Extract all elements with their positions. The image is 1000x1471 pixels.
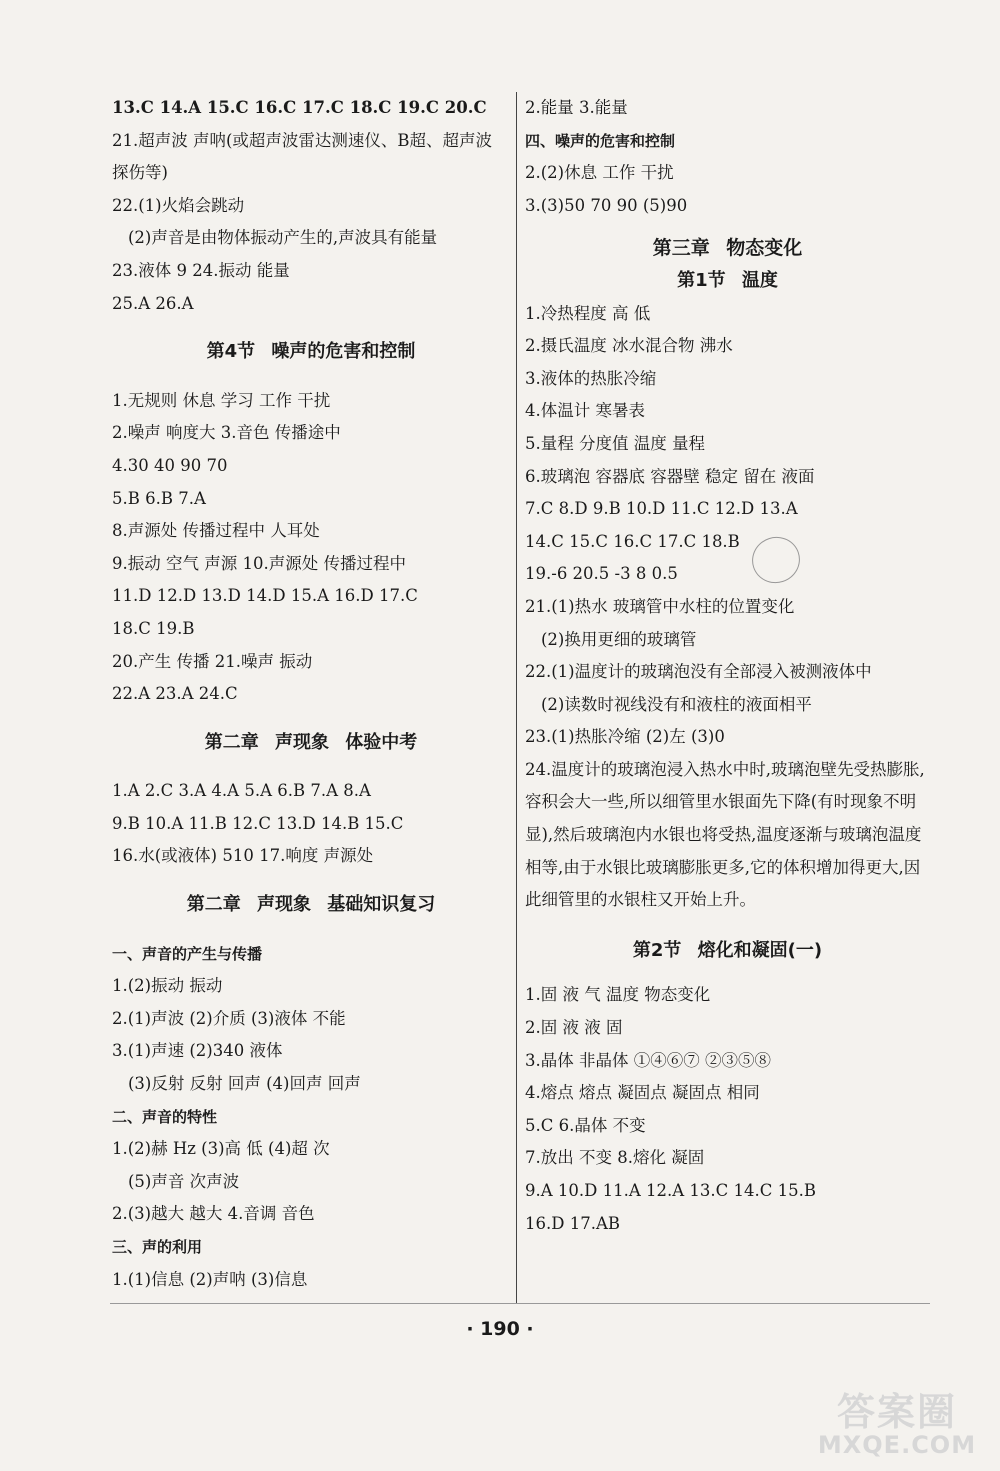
answer-line: (2)换用更细的玻璃管 — [541, 629, 697, 649]
section-heading: 第4节 噪声的危害和控制 — [206, 341, 416, 363]
footer-rule — [110, 1303, 930, 1304]
answer-line: 25.A 26.A — [112, 293, 194, 313]
answer-line: 1.(2)振动 振动 — [112, 976, 223, 996]
answer-line: 16.D 17.AB — [525, 1213, 620, 1233]
page-number: · 190 · — [466, 1318, 534, 1340]
answer-line: 9.B 10.A 11.B 12.C 13.D 14.B 15.C — [112, 813, 404, 833]
answer-line: 1.无规则 休息 学习 工作 干扰 — [112, 390, 331, 410]
answer-line: 1.固 液 气 温度 物态变化 — [525, 985, 711, 1005]
section-heading: 第二章 声现象 基础知识复习 — [186, 894, 436, 916]
answer-line: 1.冷热程度 高 低 — [525, 303, 651, 323]
watermark-logo — [812, 1392, 982, 1464]
answer-line: 20.产生 传播 21.噪声 振动 — [112, 651, 313, 671]
answer-line: 23.液体 9 24.振动 能量 — [112, 260, 290, 280]
section-heading: 第二章 声现象 体验中考 — [204, 731, 418, 753]
answer-line: 4.体温计 寒暑表 — [525, 401, 645, 421]
subsection-heading: 一、声音的产生与传播 — [112, 944, 263, 963]
answer-line: 2.能量 3.能量 — [525, 98, 628, 117]
answer-line: 6.玻璃泡 容器底 容器壁 稳定 留在 液面 — [525, 466, 815, 486]
answer-line: 22.(1)火焰会跳动 — [112, 195, 245, 215]
answer-line: 2.(2)休息 工作 干扰 — [525, 163, 674, 183]
answer-line: 19.-6 20.5 -3 8 0.5 — [525, 564, 678, 584]
answer-line: 1.(2)赫 Hz (3)高 低 (4)超 次 — [112, 1139, 330, 1159]
answer-line: (2)声音是由物体振动产生的,声波具有能量 — [128, 228, 438, 248]
answer-line: 2.固 液 液 固 — [525, 1018, 623, 1038]
answer-line: 22.A 23.A 24.C — [112, 684, 238, 704]
answer-line: 8.声源处 传播过程中 人耳处 — [112, 521, 320, 541]
answer-line: 4.30 40 90 70 — [112, 455, 228, 475]
answer-line: 3.液体的热胀冷缩 — [525, 368, 657, 388]
answer-line: 21.超声波 声呐(或超声波雷达测速仪、B超、超声波 — [112, 130, 493, 150]
chapter-heading: 第三章 物态变化 — [652, 237, 803, 260]
watermark-top: 答案圈 — [836, 1390, 957, 1434]
column-divider — [516, 92, 517, 1304]
answer-line: (2)读数时视线没有和液柱的液面相平 — [541, 694, 812, 714]
answer-line: 3.(3)50 70 90 (5)90 — [525, 195, 688, 215]
answer-line: 5.B 6.B 7.A — [112, 488, 206, 508]
answer-line: 9.A 10.D 11.A 12.A 13.C 14.C 15.B — [525, 1181, 817, 1200]
subsection-heading: 二、声音的特性 — [112, 1107, 218, 1126]
answer-line: 14.C 15.C 16.C 17.C 18.B — [525, 531, 740, 551]
subsection-heading: 四、噪声的危害和控制 — [525, 131, 676, 150]
section-heading: 第1节 温度 — [677, 269, 778, 291]
answer-paragraph: 24.温度计的玻璃泡浸入热水中时,玻璃泡壁先受热膨胀,容积会大一些,所以细管里水银面先下降(有时现象不明显),然后玻璃泡内水银也将受热,温度逐渐与玻璃泡温度相等,由于水银比玻璃膨胀更多,它的体积增加得更大,因此细管里的水银柱又开始上升。 — [525, 759, 925, 910]
answer-line: 1.A 2.C 3.A 4.A 5.A 6.B 7.A 8.A — [112, 781, 371, 801]
answer-line: 4.熔点 熔点 凝固点 凝固点 相同 — [525, 1083, 760, 1103]
answer-line: 23.(1)热胀冷缩 (2)左 (3)0 — [525, 727, 725, 747]
answer-line: 7.C 8.D 9.B 10.D 11.C 12.D 13.A — [525, 499, 798, 519]
answer-line: 22.(1)温度计的玻璃泡没有全部浸入被测液体中 — [525, 662, 872, 682]
answer-line: 探伤等) — [112, 163, 168, 183]
answer-line: 2.噪声 响度大 3.音色 传播途中 — [112, 423, 341, 443]
answer-line: 1.(1)信息 (2)声呐 (3)信息 — [112, 1269, 308, 1289]
answer-line: (3)反射 反射 回声 (4)回声 回声 — [128, 1074, 361, 1094]
watermark-bottom: MXQE.COM — [817, 1431, 977, 1459]
left-column — [112, 92, 510, 1296]
answer-line: 3.晶体 非晶体 ①④⑥⑦ ②③⑤⑧ — [525, 1050, 771, 1070]
answer-line: 3.(1)声速 (2)340 液体 — [112, 1041, 283, 1061]
answer-line: 13.C 14.A 15.C 16.C 17.C 18.C 19.C 20.C — [112, 98, 487, 117]
answer-line: 5.量程 分度值 温度 量程 — [525, 433, 705, 453]
answer-line: 21.(1)热水 玻璃管中水柱的位置变化 — [525, 596, 795, 616]
answer-line: 11.D 12.D 13.D 14.D 15.A 16.D 17.C — [112, 586, 418, 606]
answer-line: 16.水(或液体) 510 17.响度 声源处 — [112, 846, 374, 866]
answer-line: 2.(3)越大 越大 4.音调 音色 — [112, 1204, 315, 1224]
answer-line: 2.摄氏温度 冰水混合物 沸水 — [525, 336, 733, 356]
answer-line: 18.C 19.B — [112, 618, 195, 638]
answer-line: 5.C 6.晶体 不变 — [525, 1115, 646, 1135]
right-column — [525, 92, 930, 1240]
answer-line: 9.振动 空气 声源 10.声源处 传播过程中 — [112, 553, 406, 573]
answer-line: (5)声音 次声波 — [128, 1171, 240, 1191]
answer-line: 2.(1)声波 (2)介质 (3)液体 不能 — [112, 1008, 346, 1028]
subsection-heading: 三、声的利用 — [112, 1238, 203, 1256]
section-heading: 第2节 熔化和凝固(一) — [632, 939, 823, 961]
answer-line: 7.放出 不变 8.熔化 凝固 — [525, 1148, 705, 1168]
